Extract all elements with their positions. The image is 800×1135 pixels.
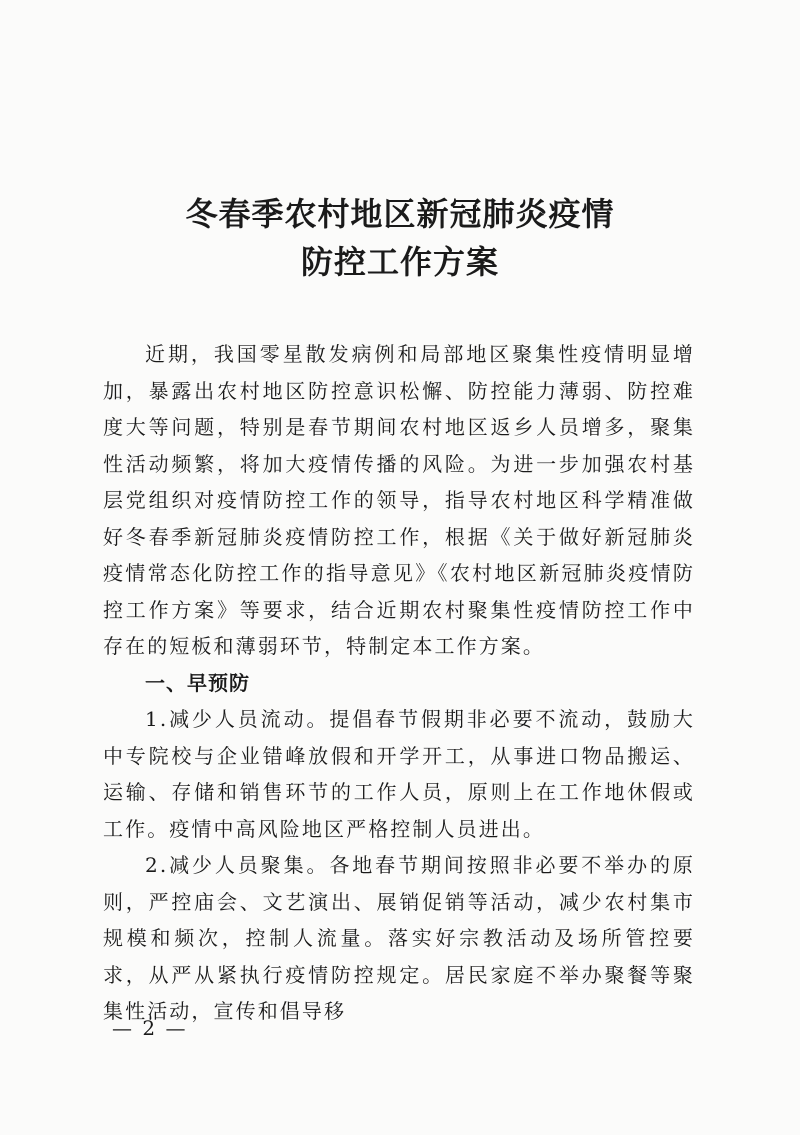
title-line-2: 防控工作方案 [300, 243, 499, 281]
section-heading-early-prevention: 一、早预防 [145, 670, 250, 695]
item-reduce-gathering: 2.减少人员聚集。各地春节期间按照非必要不举办的原则，严控庙会、文艺演出、展销促销等活动，减少农村集市规模和频次，控制人流量。落实好宗教活动及场所管控要求，从严从紧执行疫情防控规定。居民家庭不举办聚餐等聚集性活动，宣传和倡导移 [103, 853, 695, 1023]
intro-paragraph: 近期，我国零星散发病例和局部地区聚集性疫情明显增加，暴露出农村地区防控意识松懈、防控能力薄弱、防控难度大等问题，特别是春节期间农村地区返乡人员增多，聚集性活动频繁，将加大疫情传播的风险。为进一步加强农村基层党组织对疫情防控工作的领导，指导农村地区科学精准做好冬春季新冠肺炎疫情防控工作，根据《关于做好新冠肺炎疫情常态化防控工作的指导意见》《农村地区新冠肺炎疫情防控工作方案》等要求，结合近期农村聚集性疫情防控工作中存在的短板和薄弱环节，特制定本工作方案。 [103, 342, 695, 658]
document-body [103, 336, 695, 1030]
document-title [0, 190, 800, 286]
page-number: — 2 — [112, 1016, 188, 1040]
item-reduce-movement: 1.减少人员流动。提倡春节假期非必要不流动，鼓励大中专院校与企业错峰放假和开学开工，从事进口物品搬运、运输、存储和销售环节的工作人员，原则上在工作地休假或工作。疫情中高风险地区严格控制人员进出。 [103, 707, 695, 841]
title-line-1: 冬春季农村地区新冠肺炎疫情 [185, 195, 615, 233]
